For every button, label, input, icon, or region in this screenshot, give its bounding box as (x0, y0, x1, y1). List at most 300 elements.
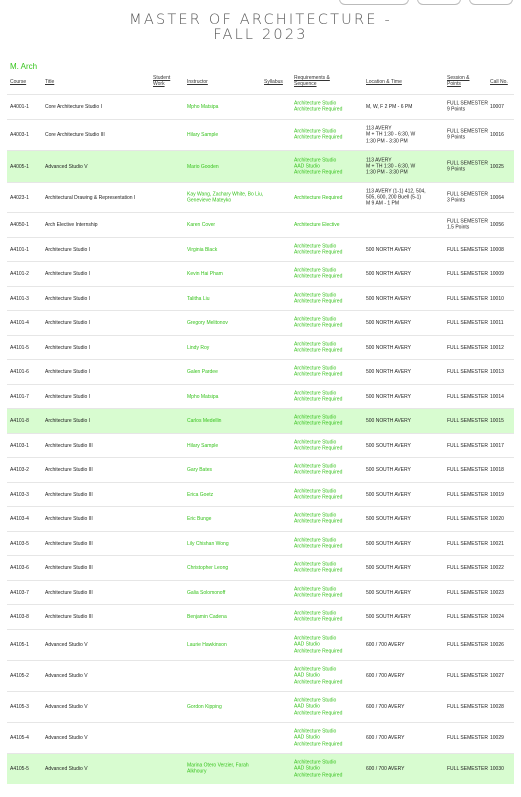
instructor-link[interactable]: Erica Goetz (187, 491, 214, 498)
location-time (366, 614, 448, 620)
requirements-link-line[interactable]: Architecture Studio (294, 100, 337, 107)
call-number: 10009 (490, 270, 504, 277)
instructor-link[interactable]: Galen Pardee (187, 368, 218, 375)
location-time (366, 516, 448, 522)
course-title: Architecture Studio III (45, 589, 93, 596)
requirements-link-line[interactable]: Architecture Studio (294, 390, 337, 397)
requirements-link-line[interactable]: Architecture Required (294, 568, 343, 574)
session-points-line: 1.5 Points (447, 225, 470, 231)
location-time-line: 500 SOUTH AVERY (366, 613, 411, 620)
table-header (0, 73, 521, 91)
requirements-link-line[interactable]: Architecture Studio (294, 537, 337, 544)
course-title: Architecture Studio III (45, 491, 93, 498)
session-points (447, 393, 489, 399)
location-time-line: 500 SOUTH AVERY (366, 564, 411, 571)
location-time (366, 565, 448, 571)
session-points (447, 467, 489, 473)
call-number: 10029 (490, 734, 504, 741)
table-row (7, 660, 514, 691)
location-time-line: 500 NORTH AVERY (366, 319, 412, 326)
requirements-link-line[interactable]: Architecture Required (294, 194, 343, 201)
requirements-link-line[interactable]: Architecture Studio (294, 341, 337, 348)
requirements-link-line[interactable]: Architecture Required (294, 107, 343, 113)
requirements-link[interactable] (294, 586, 364, 599)
session-points (447, 735, 489, 741)
location-time-line: 500 SOUTH AVERY (366, 589, 411, 596)
call-number: 10020 (490, 515, 504, 522)
location-time-line: M, W, F 2 PM - 6 PM (366, 103, 413, 110)
table-row (7, 408, 514, 433)
requirements-link-line[interactable]: Architecture Required (294, 347, 343, 354)
table-row (7, 94, 514, 119)
course-title: Architecture Studio I (45, 417, 91, 424)
requirements-link[interactable] (294, 390, 364, 403)
requirements-link-line[interactable]: Architecture Studio (294, 414, 337, 421)
requirements-link-line[interactable]: Architecture Studio (294, 586, 337, 593)
course-code: A4105-4 (10, 734, 29, 741)
table-row (7, 212, 514, 237)
requirements-link[interactable] (294, 292, 364, 305)
session-points-line: FULL SEMESTER (447, 672, 488, 679)
requirements-link-line[interactable]: AAD Studio (294, 672, 320, 679)
session-points (447, 589, 489, 595)
requirements-link-line[interactable]: Architecture Required (294, 494, 343, 501)
header-call[interactable]: Call No. (490, 79, 508, 85)
course-title: Architecture Studio I (45, 246, 91, 253)
session-points (447, 673, 489, 679)
requirements-link[interactable] (294, 439, 364, 452)
table-row (7, 629, 514, 660)
table-row (7, 482, 514, 506)
requirements-link-line[interactable]: Architecture Studio (294, 316, 337, 323)
session-points (447, 418, 489, 424)
location-time (366, 540, 448, 546)
session-points (447, 516, 489, 522)
location-time (366, 188, 448, 207)
instructor-link[interactable]: Eric Bunge (187, 515, 212, 522)
requirements-link[interactable] (294, 488, 364, 501)
requirements-link-line[interactable]: Architecture Required (294, 445, 343, 452)
requirements-link-line[interactable]: Architecture Studio (294, 512, 337, 519)
session-points (447, 320, 489, 326)
location-time-line: 1:30 PM - 3:30 PM (366, 138, 408, 145)
location-time-line: 500 NORTH AVERY (366, 417, 412, 424)
call-number: 10024 (490, 613, 504, 620)
course-title: Advanced Studio V (45, 703, 88, 710)
requirements-link-line[interactable]: Architecture Studio (294, 697, 337, 704)
session-points-line: FULL SEMESTER (447, 417, 488, 424)
instructor-link[interactable]: Kay Wang, Zachary White, Bo Liu, Genevieve Mateyko (187, 191, 264, 204)
call-number: 10012 (490, 344, 504, 351)
location-time-line: 500 SOUTH AVERY (366, 540, 411, 547)
call-number: 10014 (490, 393, 504, 400)
requirements-link[interactable] (294, 537, 364, 550)
location-time (366, 442, 448, 448)
location-time-line: 600 / 700 AVERY (366, 641, 405, 648)
session-points-line: 9 Points (447, 166, 466, 173)
requirements-link-line[interactable]: AAD Studio (294, 163, 320, 170)
session-points-line: FULL SEMESTER (447, 734, 488, 741)
course-code: A4103-3 (10, 491, 29, 498)
session-points-line: FULL SEMESTER (447, 128, 488, 135)
call-number: 10056 (490, 221, 504, 228)
call-number: 10016 (490, 131, 504, 138)
requirements-link[interactable] (294, 728, 364, 747)
course-title: Architecture Studio I (45, 319, 91, 326)
location-time-line: 600 / 700 AVERY (366, 703, 405, 710)
course-title: Architecture Studio I (45, 368, 91, 375)
requirements-link[interactable] (294, 157, 364, 176)
requirements-link-line[interactable]: Architecture Required (294, 372, 343, 378)
requirements-link-line[interactable]: Architecture Studio (294, 561, 337, 568)
table-row (7, 310, 514, 335)
instructor-link[interactable]: Hilary Sample (187, 131, 219, 138)
instructor-link[interactable]: Mario Gooden (187, 163, 219, 170)
call-number: 10019 (490, 491, 504, 498)
requirements-link[interactable] (294, 317, 364, 330)
requirements-link[interactable] (294, 611, 364, 624)
course-title: Advanced Studio V (45, 163, 88, 170)
call-number: 10027 (490, 672, 504, 679)
requirements-link-line[interactable]: Architecture Studio (294, 666, 337, 673)
location-time (366, 704, 448, 710)
course-title: Core Architecture Studio I (45, 103, 102, 110)
course-title: Advanced Studio V (45, 765, 88, 772)
course-code: A4103-7 (10, 589, 29, 596)
session-points-line: FULL SEMESTER (447, 191, 488, 198)
instructor-link[interactable]: Marina Otero Verzier, Farah Alkhoury (187, 762, 249, 775)
session-points (447, 614, 489, 620)
requirements-link[interactable] (294, 366, 364, 379)
table-row (7, 531, 514, 555)
session-points (447, 704, 489, 710)
course-code: A4103-8 (10, 613, 29, 620)
nav-tab-3[interactable] (469, 0, 513, 5)
call-number: 10026 (490, 641, 504, 648)
course-code: A4101-8 (10, 417, 29, 424)
table-row (7, 384, 514, 408)
session-points (447, 295, 489, 301)
course-code: A4105-2 (10, 672, 29, 679)
call-number: 10007 (490, 103, 504, 110)
session-points-line: 9 Points (447, 107, 466, 113)
header-course[interactable]: Course (10, 79, 27, 85)
table-row (7, 119, 514, 150)
call-number: 10013 (490, 368, 504, 375)
requirements-link-line[interactable]: Architecture Required (294, 741, 343, 748)
requirements-link-line[interactable]: Architecture Required (294, 772, 343, 779)
course-table (7, 94, 514, 784)
session-points (447, 129, 489, 142)
requirements-link-line[interactable]: Architecture Studio (294, 635, 337, 642)
requirements-link-line[interactable]: Architecture Required (294, 519, 343, 525)
location-time-line: 113 AVERY (366, 156, 392, 163)
course-title: Arch Elective Internship (45, 221, 98, 228)
course-code: A4103-2 (10, 466, 29, 473)
location-time-line: 500 SOUTH AVERY (366, 466, 411, 473)
location-time-line: M + TH 1:30 - 6:30, W (366, 131, 416, 138)
instructor-link[interactable]: Carlos Medellin (187, 417, 222, 424)
location-time-line: 500 SOUTH AVERY (366, 515, 411, 522)
instructor-link[interactable]: Gregory Melitonov (187, 319, 228, 326)
location-time (366, 104, 448, 110)
session-points-line: FULL SEMESTER (447, 613, 488, 620)
instructor-link[interactable]: Mpho Matsipa (187, 393, 219, 400)
course-title: Architecture Studio III (45, 613, 93, 620)
course-code: A4103-5 (10, 540, 29, 547)
call-number: 10008 (490, 246, 504, 253)
session-points-line: FULL SEMESTER (447, 466, 488, 473)
location-time (366, 418, 448, 424)
call-number: 10023 (490, 589, 504, 596)
course-code: A4023-1 (10, 194, 29, 201)
requirements-link-line[interactable]: Architecture Required (294, 617, 343, 623)
nav-tab-2[interactable] (417, 0, 461, 5)
header-student-work[interactable]: Student Work (153, 75, 171, 87)
requirements-link[interactable] (294, 562, 364, 575)
course-code: A4005-1 (10, 163, 29, 170)
location-time (366, 467, 448, 473)
session-points (447, 101, 489, 114)
requirements-link-line[interactable]: Architecture Required (294, 274, 343, 280)
session-points-line: FULL SEMESTER (447, 442, 488, 449)
header-instructor[interactable]: Instructor (187, 79, 208, 85)
requirements-link[interactable] (294, 222, 364, 228)
instructor-link[interactable]: Benjamin Cadena (187, 613, 227, 620)
requirements-link[interactable] (294, 635, 364, 654)
requirements-link-line[interactable]: Architecture Elective (294, 221, 340, 228)
top-nav-buttons (0, 0, 521, 5)
session-points-line: FULL SEMESTER (447, 540, 488, 547)
session-points-line: FULL SEMESTER (447, 100, 488, 107)
nav-tab-1[interactable] (339, 0, 409, 5)
table-row (7, 150, 514, 182)
location-time-line: 600 / 700 AVERY (366, 734, 405, 741)
course-title: Architecture Studio I (45, 393, 91, 400)
requirements-link-line[interactable]: Architecture Studio (294, 292, 337, 299)
table-row (7, 286, 514, 310)
session-points-line: FULL SEMESTER (447, 393, 488, 400)
course-code: A4101-7 (10, 393, 29, 400)
header-syllabus[interactable]: Syllabus (264, 79, 283, 85)
requirements-link-line[interactable]: Architecture Required (294, 396, 343, 403)
requirements-link[interactable] (294, 243, 364, 256)
course-code: A4101-2 (10, 270, 29, 277)
location-time-line: 500 SOUTH AVERY (366, 442, 411, 449)
location-time-line: 500 SOUTH AVERY (366, 491, 411, 498)
requirements-link[interactable] (294, 759, 364, 778)
course-title: Architecture Studio III (45, 515, 93, 522)
requirements-link-line[interactable]: Architecture Required (294, 710, 343, 717)
requirements-link-line[interactable]: AAD Studio (294, 765, 320, 772)
table-row (7, 261, 514, 286)
requirements-link-line[interactable]: Architecture Required (294, 169, 343, 176)
requirements-link-line[interactable]: Architecture Studio (294, 488, 337, 495)
requirements-link-line[interactable]: Architecture Studio (294, 439, 337, 446)
requirements-link-line[interactable]: Architecture Required (294, 249, 343, 256)
instructor-link[interactable]: Lindy Roy (187, 344, 210, 351)
course-code: A4001-1 (10, 103, 29, 110)
requirements-link-line[interactable]: Architecture Required (294, 543, 343, 550)
course-title: Advanced Studio V (45, 641, 88, 648)
requirements-link-line[interactable]: Architecture Studio (294, 267, 337, 274)
instructor-link[interactable]: Karen Cover (187, 221, 216, 228)
session-points-line: FULL SEMESTER (447, 515, 488, 522)
requirements-link[interactable] (294, 341, 364, 354)
session-points (447, 271, 489, 277)
instructor-link[interactable]: Mpho Matsipa (187, 103, 219, 110)
session-points-line: FULL SEMESTER (447, 344, 488, 351)
requirements-link-line[interactable]: Architecture Studio (294, 365, 337, 372)
location-time-line: 500 NORTH AVERY (366, 295, 412, 302)
session-points-line: FULL SEMESTER (447, 589, 488, 596)
table-row (7, 691, 514, 722)
location-time (366, 271, 448, 277)
instructor-link[interactable]: Hilary Sample (187, 442, 219, 449)
session-points-line: FULL SEMESTER (447, 641, 488, 648)
requirements-link-line[interactable]: Architecture Required (294, 679, 343, 686)
location-time (366, 642, 448, 648)
location-time-line: 1:30 PM - 3:30 PM (366, 169, 408, 176)
table-row (7, 604, 514, 629)
page-title-line-1: MASTER OF ARCHITECTURE - (129, 12, 392, 28)
requirements-link-line[interactable]: Architecture Required (294, 298, 343, 305)
course-code: A4105-1 (10, 641, 29, 648)
requirements-link-line[interactable]: Architecture Required (294, 323, 343, 329)
location-time-line: 600 / 700 AVERY (366, 672, 405, 679)
table-row (7, 555, 514, 580)
page-title-line-2: FALL 2023 (213, 27, 308, 43)
requirements-link[interactable] (294, 697, 364, 716)
requirements-link-line[interactable]: Architecture Required (294, 648, 343, 655)
table-row (7, 457, 514, 482)
requirements-link[interactable] (294, 415, 364, 428)
course-title: Advanced Studio V (45, 734, 88, 741)
requirements-link-line[interactable]: Architecture Studio (294, 759, 337, 766)
course-code: A4101-4 (10, 319, 29, 326)
requirements-link[interactable] (294, 268, 364, 281)
requirements-link[interactable] (294, 464, 364, 477)
course-title: Architecture Studio III (45, 442, 93, 449)
header-title[interactable]: Title (45, 79, 55, 85)
requirements-link[interactable] (294, 101, 364, 114)
session-points-line: FULL SEMESTER (447, 295, 488, 302)
requirements-link[interactable] (294, 194, 364, 200)
instructor-link[interactable]: Talitha Liu (187, 295, 210, 302)
instructor-link[interactable]: Gary Bates (187, 466, 213, 473)
course-code: A4101-1 (10, 246, 29, 253)
instructor-link[interactable]: Kevin Hai Pham (187, 270, 223, 277)
table-row (7, 359, 514, 384)
course-title: Architecture Studio III (45, 564, 93, 571)
call-number: 10017 (490, 442, 504, 449)
requirements-link-line[interactable]: Architecture Required (294, 135, 343, 141)
session-points (447, 766, 489, 772)
call-number: 10010 (490, 295, 504, 302)
location-time (366, 344, 448, 350)
course-title: Core Architecture Studio III (45, 131, 105, 138)
location-time (366, 246, 448, 252)
requirements-link-line[interactable]: Architecture Studio (294, 243, 337, 250)
location-time (366, 766, 448, 772)
course-title: Architecture Studio I (45, 344, 91, 351)
instructor-link[interactable]: Lily Chishan Wong (187, 540, 229, 547)
session-points-line: FULL SEMESTER (447, 270, 488, 277)
session-points-line: 9 Points (447, 135, 466, 141)
header-requirements[interactable]: Requirements & Sequence (294, 75, 330, 87)
location-time-line: 600 / 700 AVERY (366, 765, 405, 772)
location-time-line: 500 NORTH AVERY (366, 270, 412, 277)
requirements-link-line[interactable]: Architecture Required (294, 421, 343, 427)
location-time-line: M 9 AM - 1 PM (366, 200, 400, 207)
session-points-line: FULL SEMESTER (447, 160, 488, 167)
location-time-line: M + TH 1:30 - 6:30, W (366, 163, 416, 170)
course-code: A4103-4 (10, 515, 29, 522)
location-time (366, 157, 448, 176)
table-row (7, 580, 514, 604)
location-time (366, 295, 448, 301)
session-points (447, 369, 489, 375)
instructor-link[interactable]: Gordon Kipping (187, 703, 222, 710)
instructor-link[interactable]: Galia Solomonoff (187, 589, 226, 596)
session-points (447, 540, 489, 546)
session-points-line: FULL SEMESTER (447, 765, 488, 772)
session-points (447, 642, 489, 648)
session-points-line: 3 Points (447, 197, 466, 204)
instructor-link[interactable]: Virginia Black (187, 246, 218, 253)
section-label: M. Arch (10, 62, 38, 71)
session-points (447, 246, 489, 252)
location-time (366, 320, 448, 326)
location-time (366, 589, 448, 595)
course-title: Architectural Drawing & Representation I (45, 194, 136, 201)
course-title: Architecture Studio III (45, 466, 93, 473)
requirements-link-line[interactable]: Architecture Studio (294, 156, 337, 163)
requirements-link[interactable] (294, 129, 364, 142)
session-points (447, 344, 489, 350)
session-points-line: FULL SEMESTER (447, 491, 488, 498)
requirements-link-line[interactable]: AAD Studio (294, 703, 320, 710)
session-points (447, 565, 489, 571)
requirements-link[interactable] (294, 513, 364, 526)
location-time-line: 113 AVERY (1-1) 412, 504, (366, 187, 426, 194)
table-row (7, 506, 514, 531)
course-code: A4003-1 (10, 131, 29, 138)
course-code: A4103-1 (10, 442, 29, 449)
location-time-line: 500 NORTH AVERY (366, 368, 412, 375)
requirements-link-line[interactable]: AAD Studio (294, 641, 320, 648)
table-row (7, 237, 514, 261)
header-location[interactable]: Location & Time (366, 79, 402, 85)
table-row (7, 433, 514, 457)
requirements-link-line[interactable]: Architecture Studio (294, 610, 337, 617)
requirements-link-line[interactable]: Architecture Required (294, 592, 343, 599)
instructor-link[interactable]: Laurie Hawkinson (187, 641, 227, 648)
call-number: 10015 (490, 417, 504, 424)
requirements-link-line[interactable]: Architecture Required (294, 470, 343, 476)
instructor-link[interactable]: Christopher Leong (187, 564, 229, 571)
requirements-link-line[interactable]: Architecture Studio (294, 728, 337, 735)
location-time-line: 500 NORTH AVERY (366, 344, 412, 351)
call-number: 10011 (490, 319, 504, 326)
requirements-link[interactable] (294, 666, 364, 685)
requirements-link-line[interactable]: Architecture Studio (294, 128, 337, 135)
location-time-line: 500 NORTH AVERY (366, 393, 412, 400)
session-points (447, 160, 489, 173)
requirements-link-line[interactable]: AAD Studio (294, 734, 320, 741)
header-session[interactable]: Session & Points (447, 75, 470, 87)
requirements-link-line[interactable]: Architecture Studio (294, 463, 337, 470)
